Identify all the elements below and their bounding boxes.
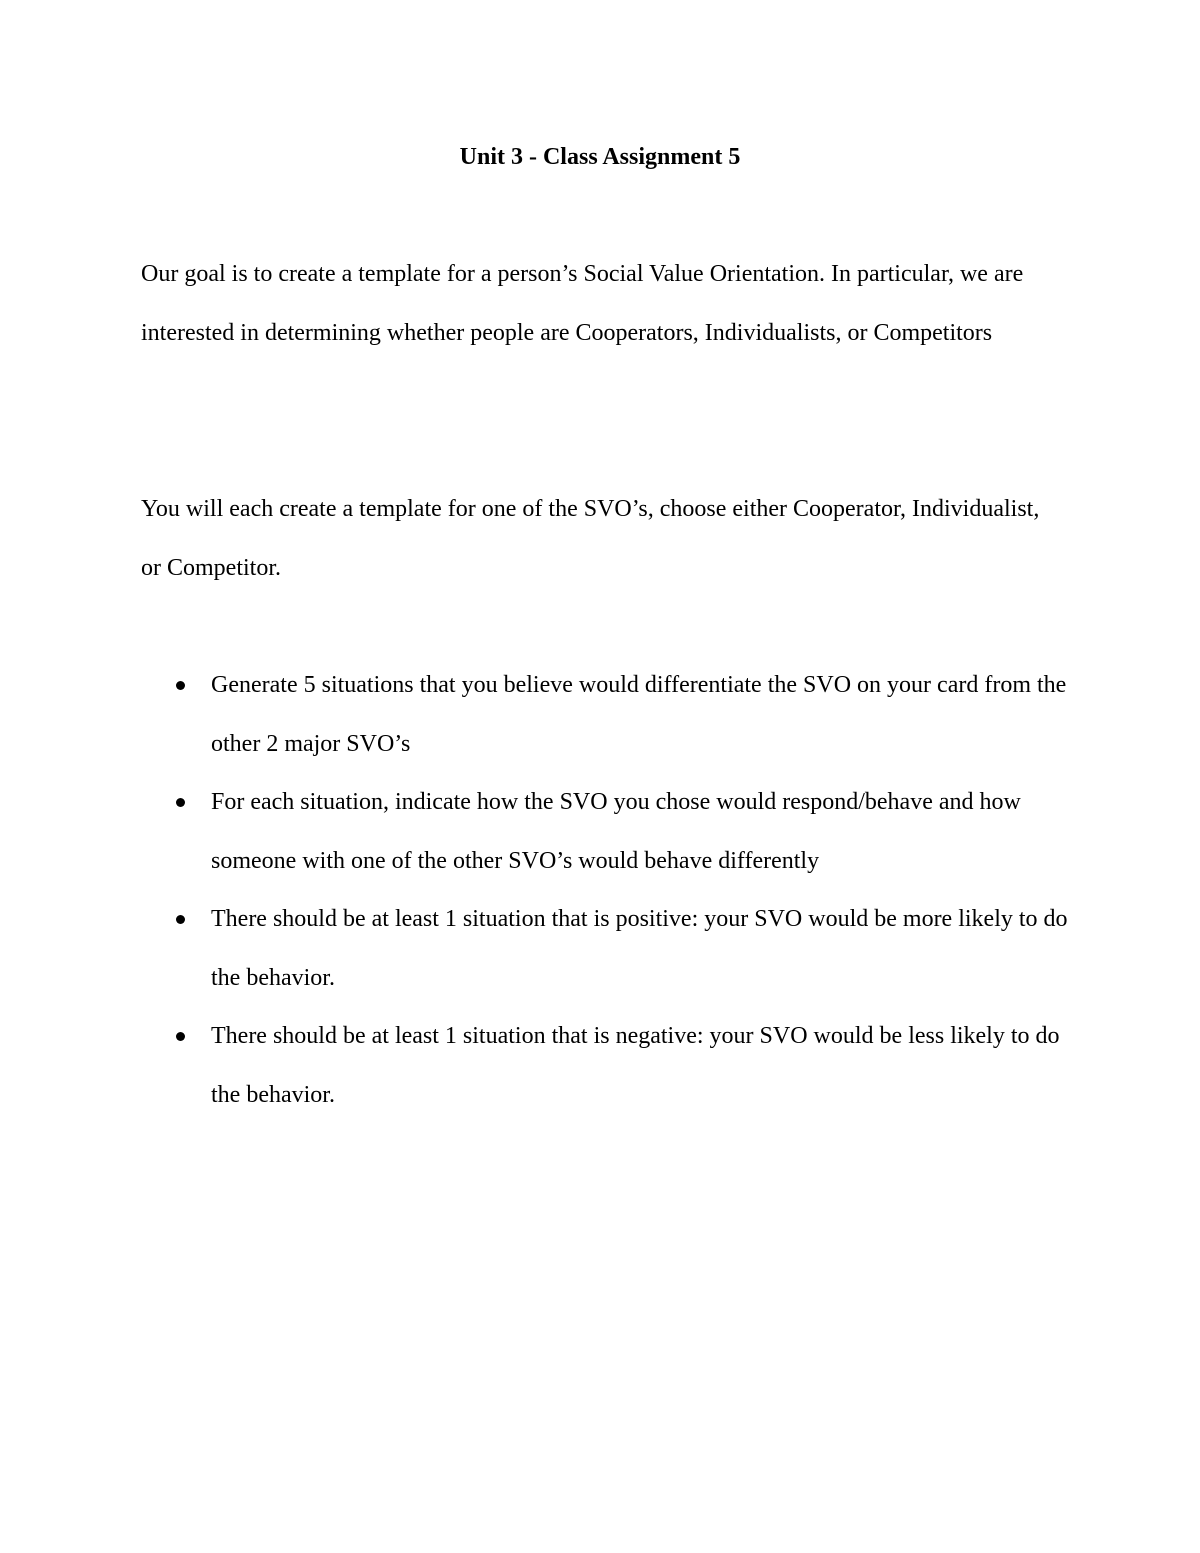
list-item-text: For each situation, indicate how the SVO you chose would respond/behave and how someone with one of the other SVO’s would behave differently (211, 789, 1021, 874)
instructions-paragraph: You will each create a template for one of the SVO’s, choose either Cooperator, Individualist, or Competitor. (141, 496, 1040, 581)
list-item (0, 656, 1071, 773)
list-item (0, 890, 1071, 1007)
bullet-icon (176, 915, 185, 924)
bullet-icon (176, 681, 185, 690)
requirements-list (0, 656, 1200, 1124)
bullet-icon (176, 798, 185, 807)
intro-paragraph: Our goal is to create a template for a person’s Social Value Orientation. In particular, we are interested in determining whether people are Cooperators, Individualists, or Competitors (141, 261, 1024, 346)
list-item (0, 1007, 1071, 1124)
list-item-text: There should be at least 1 situation that is positive: your SVO would be more likely to do the behavior. (211, 906, 1068, 991)
list-item (0, 773, 1071, 890)
bullet-icon (176, 1032, 185, 1041)
list-item-text: Generate 5 situations that you believe would differentiate the SVO on your card from the other 2 major SVO’s (211, 672, 1067, 757)
list-item-text: There should be at least 1 situation that is negative: your SVO would be less likely to do the behavior. (211, 1023, 1060, 1108)
page-title: Unit 3 - Class Assignment 5 (459, 144, 741, 170)
